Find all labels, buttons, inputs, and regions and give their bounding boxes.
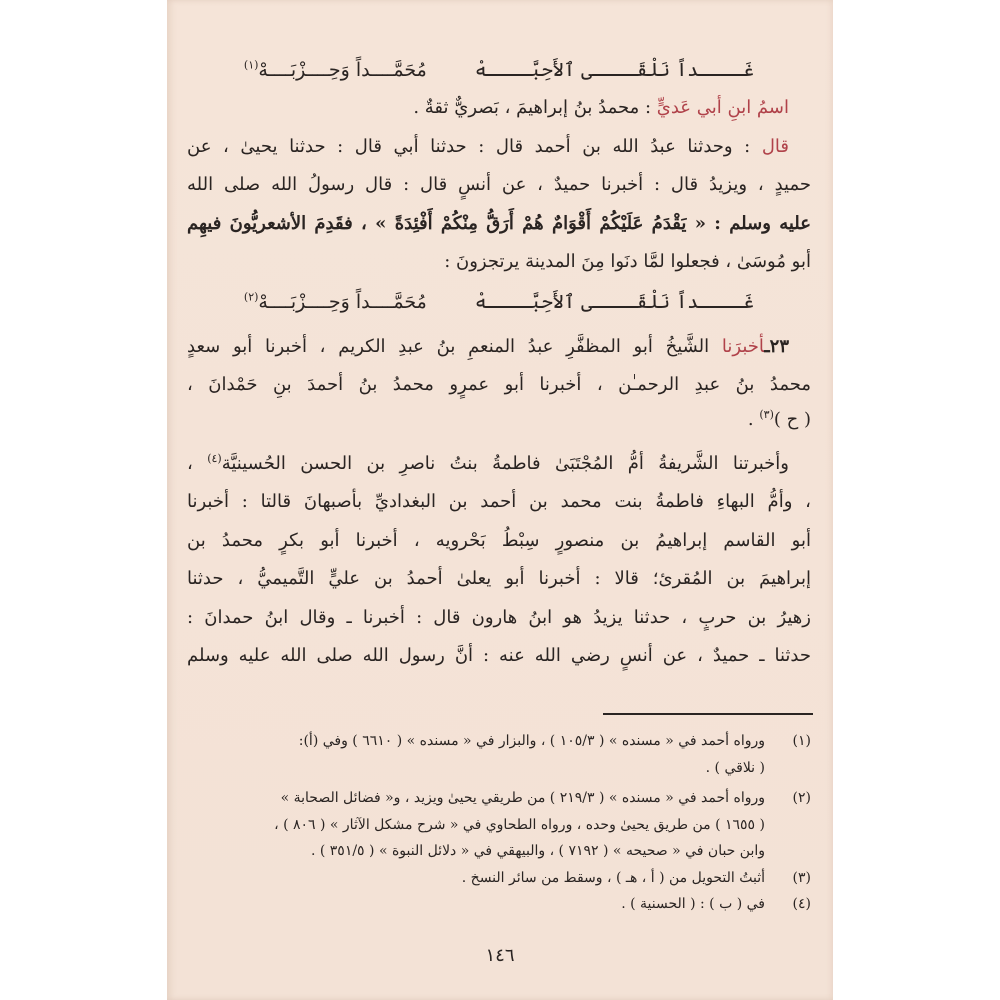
footnote-ref-3[interactable]: (٣)	[759, 407, 774, 421]
verse-1-hemistich-left: مُحَمَّــــداً وَحِــــزْبَــــهْ$^{(١)}$	[243, 58, 427, 81]
hadith-1-label: قال	[761, 135, 789, 157]
hadith-number: ٢٣ـ	[764, 335, 789, 357]
footnote-number: (١)	[792, 733, 811, 749]
footnote-text: وابن حبان في « صحيحه » ( ٧١٩٢ ) ، والبيهقي في « دلائل النبوة » ( ٣٥١/٥ ) .	[310, 843, 765, 859]
verse-2-hemistich-left: مُحَمَّــــداً وَحِــــزْبَــــهْ$^{(٢)}$	[243, 290, 427, 313]
footnote-3	[187, 865, 811, 892]
hadith-1-line-2: حميدٍ ، ويزيدُ قال : أخبرنا حميدٌ ، عن أنسٍ قال : قال رسولُ الله صلى الله	[187, 174, 811, 195]
hadith-23-cont-line-4: إبراهيمَ بن المُقرئ؛ قالا : أخبرنا أبو يعلىٰ أحمدُ بن عليٍّ التَّميميُّ ، حدثنا	[187, 568, 811, 589]
hadith-23-cont-line-3: أبو القاسم إبراهيمُ بن منصورٍ سِبْطُ بَحْرويه ، أخبرنا أبو بكرٍ محمدُ بن	[187, 529, 811, 551]
hadith-23-label: أخبرَنا	[721, 335, 765, 357]
hadith-1-line-3: عليه وسلم : « يَقْدَمُ عَلَيْكُمْ أَقْوَامٌ هُمْ أَرَقُّ مِنْكُمْ أَفْئِدَةً » ، فقَدِمَ الأشعريُّونَ فيهِم	[187, 212, 811, 234]
footnote-number: (٤)	[792, 896, 811, 912]
footnote-text: ورواه أحمد في « مسنده » ( ١٠٥/٣ ) ، والبزار في « مسنده » ( ٦٦١٠ ) وفي (أ):	[298, 733, 765, 749]
narrator-note-text: : محمدُ بنُ إبراهيمَ ، بَصريٌّ ثقةٌ .	[413, 97, 657, 118]
hadith-23-line-3: ( ح )$^{(٣)}$ .	[747, 407, 811, 430]
footnote-separator	[603, 713, 813, 715]
footnote-text: في ( ب ) : ( الحسنية ) .	[621, 896, 765, 912]
narrator-note	[187, 89, 811, 128]
footnote-text: أثبتُ التحويل من ( أ ، هـ ) ، وسقط من سائر النسخ .	[461, 869, 765, 886]
footnote-2	[187, 785, 811, 865]
footnote-text: ( نلاقي ) .	[705, 759, 765, 776]
hadith-23-line-2: محمدُ بنُ عبدِ الرحمـٰن ، أخبرنا أبو عمرٍو محمدُ بنُ أحمدَ بنِ حَمْدانَ ،	[187, 374, 811, 395]
footnote-4	[187, 891, 811, 918]
hadith-1: قال : وحدثنا عبدُ الله بن أحمد قال : حدثنا أبي قال : حدثنا يحيىٰ ، عن حميدٍ ، ويزيدُ قال : أخبرنا حميدٌ ، عن أنسٍ قال : قال رسولُ الله صلى الله عليه وسلم : « يَقْدَمُ عَلَيْكُمْ أَقْوَامٌ هُمْ أَرَقُّ مِنْكُمْ أَفْئِدَةً » ، فقَدِمَ الأشعريُّونَ فيهِم أبو مُوسَىٰ ، فجعلوا لمَّا دنَوا مِنَ المدينة يرتجزونَ :	[187, 128, 811, 282]
footnote-ref-1[interactable]: (١)	[243, 58, 259, 72]
verse-2	[187, 282, 811, 322]
hadith-1-line-4: أبو مُوسَىٰ ، فجعلوا لمَّا دنَوا مِنَ المدينة يرتجزونَ :	[444, 251, 811, 272]
main-text	[187, 50, 811, 676]
footnote-ref-4[interactable]: (٤)	[207, 451, 222, 465]
footnotes	[187, 728, 811, 918]
hadith-23: ٢٣ـأخبرَنا الشَّيخُ أبو المظفَّرِ عبدُ المنعمِ بنُ عبدِ الكريم ، أخبرنا أبو سعدٍ محمدُ بنُ عبدِ الرحمـٰن ، أخبرنا أبو عمرٍو محمدُ بنُ أحمدَ بنِ حَمْدانَ ، ( ح )$^{(٣)}$ .	[187, 328, 811, 435]
hadith-23-continuation: وأخبرتنا الشَّريفةُ أمُّ المُجْتَبَىٰ فاطمةُ بنتُ ناصرِ بن الحسن الحُسينيَّة$^{(٤)}$ ، ، وأمُّ البهاءِ فاطمةُ بنت محمد بن أحمد بن البغداديِّ بأصبهانَ قالتا : أخبرنا أبو القاسم إبراهيمُ بن منصورٍ سِبْطُ بَحْرويه ، أخبرنا أبو بكرٍ محمدُ بن إبراهيمَ بن المُقرئ؛ قالا : أخبرنا أبو يعلىٰ أحمدُ بن عليٍّ التَّميميُّ ، حدثنا زهيرُ بن حربٍ ، حدثنا يزيدُ هو ابنُ هارون قال : أخبرنا ـ وقال ابنُ حمدانَ : حدثنا ـ حميدٌ ، عن أنسٍ رضي الله عنه : أنَّ رسول الله صلى الله عليه وسلم	[187, 445, 811, 676]
verse-1-hemistich-right: غَــــداً نَلْقَــــى ٱلأَحِبَّــــهْ	[474, 59, 755, 81]
hadith-23-cont-line-6: حدثنا ـ حميدٌ ، عن أنسٍ رضي الله عنه : أنَّ رسول الله صلى الله عليه وسلم	[187, 645, 811, 666]
footnote-ref-2[interactable]: (٢)	[243, 290, 259, 304]
footnote-1	[187, 728, 811, 781]
hadith-23-cont-line-5: زهيرُ بن حربٍ ، حدثنا يزيدُ هو ابنُ هارون قال : أخبرنا ـ وقال ابنُ حمدانَ :	[187, 606, 811, 628]
hadith-23-cont-line-2: ، وأمُّ البهاءِ فاطمةُ بنت محمد بن أحمد بن البغداديِّ بأصبهانَ قالتا : أخبرنا	[187, 491, 811, 512]
narrator-note-label: اسمُ ابنِ أبي عَديٍّ	[656, 97, 789, 118]
verse-1	[187, 50, 811, 90]
footnote-text: ورواه أحمد في « مسنده » ( ٢١٩/٣ ) من طريقي يحيىٰ ويزيد ، و« فضائل الصحابة »	[280, 790, 765, 806]
footnote-number: (٣)	[792, 869, 811, 886]
footnote-number: (٢)	[792, 790, 811, 806]
book-page	[167, 0, 833, 1000]
footnote-text: ( ١٦٥٥ ) من طريق يحيىٰ وحده ، ورواه الطحاوي في « شرح مشكل الآثار » ( ٨٠٦ ) ،	[274, 816, 765, 833]
verse-2-hemistich-right: غَــــداً نَلْقَــــى ٱلأَحِبَّــــهْ	[474, 290, 755, 313]
page-number: ١٤٦	[485, 945, 515, 966]
